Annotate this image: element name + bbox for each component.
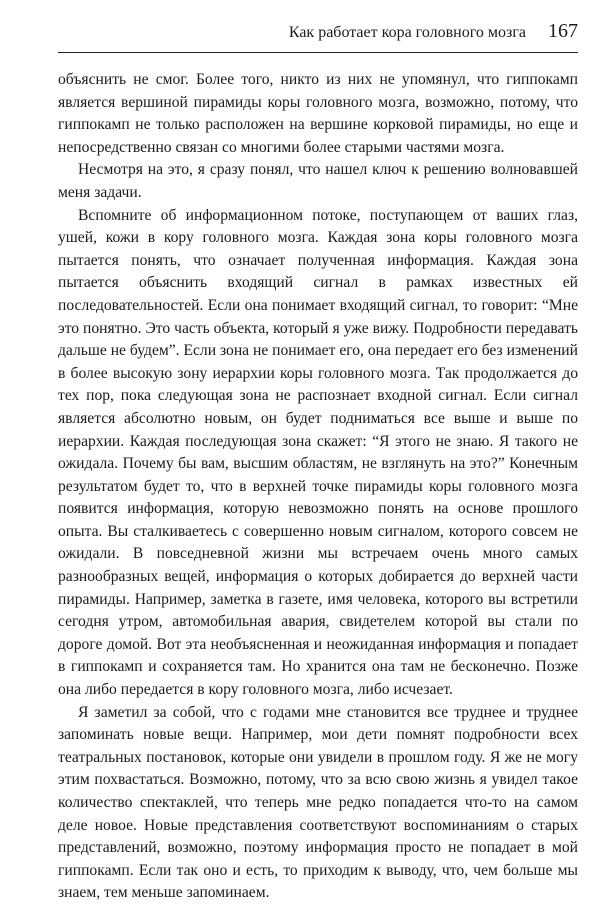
page-number: 167 [548, 20, 578, 42]
running-header [58, 20, 578, 53]
paragraph: Вспомните об информационном потоке, поступающем от ваших глаз, ушей, кожи в кору головного мозга. Каждая зона коры головного мозга пытается понять, что означает полученная информация. Каждая зона пытается объяснить входящий сигнал в рамках известных ей последовательностей. Если она понимает входящий сигнал, то говорит: “Мне это понятно. Это часть объекта, который я уже вижу. Подробности передавать дальше не будем”. Если зона не понимает его, она передает его без изменений в более высокую зону иерархии коры головного мозга. Так продолжается до тех пор, пока следующая зона не распознает входной сигнал. Если сигнал является абсолютно новым, он будет подниматься все выше и выше по иерархии. Каждая последующая зона скажет: “Я этого не знаю. Я такого не ожидала. Почему бы вам, высшим областям, не взглянуть на это?” Конечным результатом будет то, что в верхней точке пирамиды коры головного мозга появится информация, которую невозможно понять на основе прошлого опыта. Вы сталкиваетесь с совершенно новым сигналом, которого совсем не ожидали. В повседневной жизни мы встречаем очень много самых разнообразных вещей, информация о которых добирается до верхней части пирамиды. Например, заметка в газете, имя человека, которого вы встретили сегодня утром, автомобильная авария, свидетелем которой вы стали по дороге домой. Вот эта необъясненная и неожиданная информация и попадает в гиппокамп и сохраняется там. Но хранится она там не бесконечно. Позже она либо передается в кору головного мозга, либо исчезает. [58, 206, 578, 699]
body-text [58, 69, 578, 905]
paragraph: Несмотря на это, я сразу понял, что нашел ключ к решению волновавшей меня задачи. [58, 161, 578, 201]
paragraph: Я заметил за собой, что с годами мне становится все труднее и труднее запоминать новые вещи. Например, мои дети помнят подробности всех театральных постановок, которые они увидели в прошлом году. Я же не могу этим похвастаться. Возможно, потому, что за всю свою жизнь я увидел такое количество спектаклей, что теперь мне редко попадается что-то на самом деле новое. Новые представления соответствуют воспоминаниям о старых представлений, возможно, поэтому информация просто не попадает в мой гиппокамп. Если так оно и есть, то приходим к выводу, что, чем больше мы знаем, тем меньше запоминаем. [58, 703, 578, 902]
book-page [58, 20, 578, 905]
running-title: Как работает кора головного мозга [288, 24, 526, 41]
paragraph-continued: объяснить не смог. Более того, никто из них не упомянул, что гиппокамп является вершиной пирамиды коры головного мозга, возможно, потому, что гиппокамп не только расположен на вершине корковой пирамиды, но еще и непосредственно связан со многими более старыми частями мозга. [58, 71, 578, 156]
